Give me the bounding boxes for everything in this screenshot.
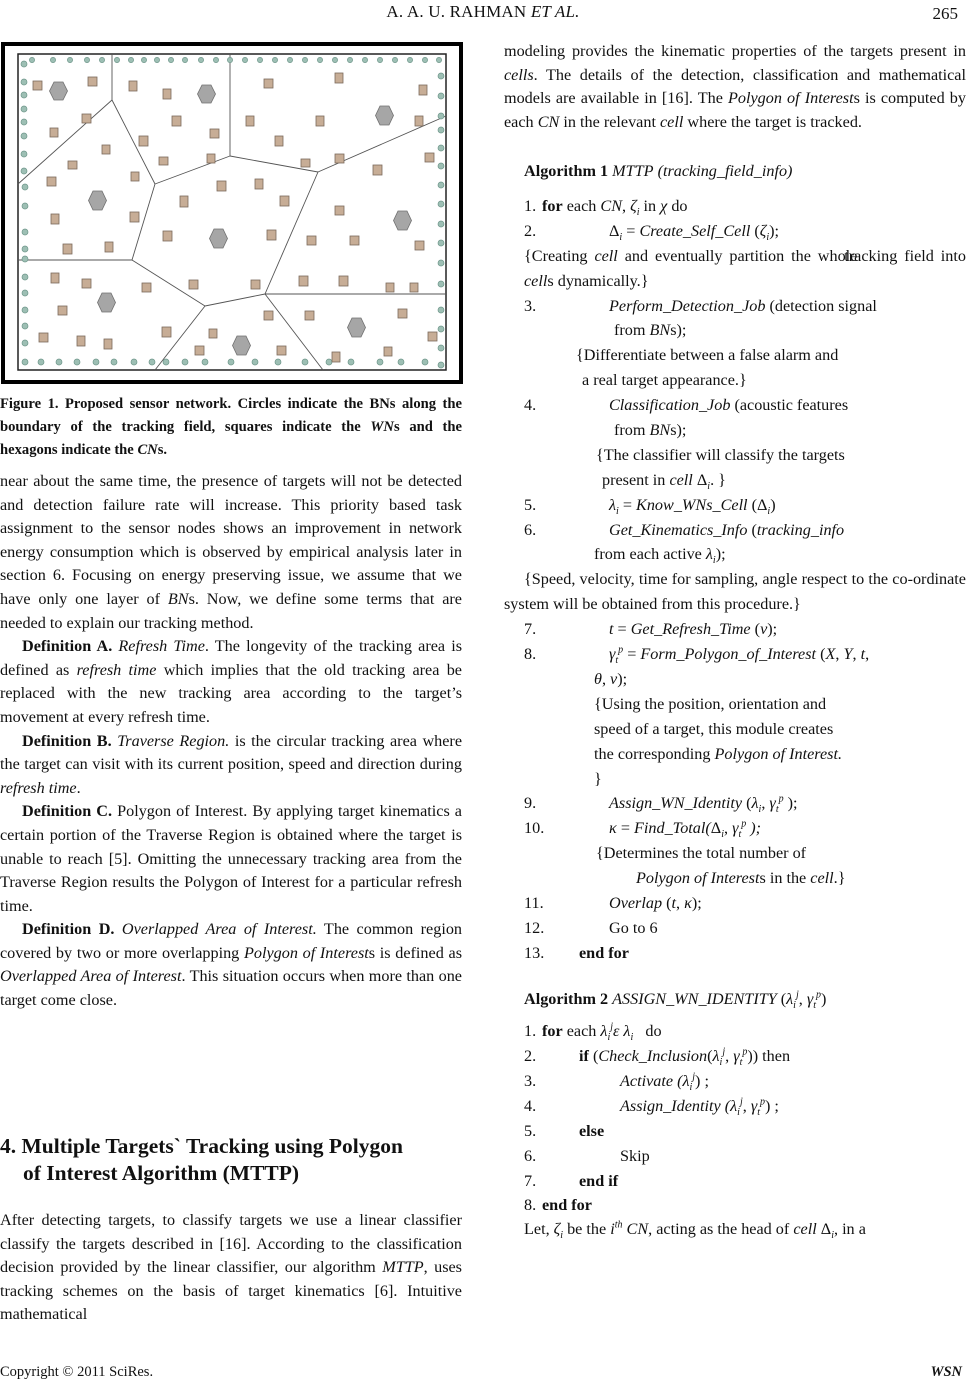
running-head-etal: ET AL. [530,2,580,21]
algorithm-2-line: 8. end for [524,1196,592,1215]
algorithm-1-comment: {Speed, velocity, time for sampling, angle respect to the co-ordinate system will be obtained from this procedure.} [504,570,966,614]
algorithm-1: Algorithm 1 MTTP (tracking_field_info) 1. for each CN, $\zeta_i$ in χ do 2. $\Delta_i$ = Create_Self_Cell $(\zeta_i)$; {Creating cell and eventually partition the whole tracking field into cells dynamically.} 3. Perform_Detection_Job (detection signal from BNs); {Differentiate between a false alarm and a real target appearance.} 4. Classification_Job (acoustic features from BNs); {The classifier will classify the targets present in cell $\Delta_i$. } 5. $\lambda_i$ = Know_WNs_Cell $(\Delta_i)$ 6. Get_Kinematics_Info (tracking_info from each active $\lambda_i$); {Speed, velocity, time for sampling, angle respect to the co-ordinate system will be obtained from this procedure.} 7. t = Get_Refresh_Time (v); 8. $\gamma_t^p$ = Form_Polygon_of_Interest (X, Y, t, θ, v); {Using the position, orientation and speed of a target, this module creates the corresponding Polygon of Interest. } 9. Assign_WN_Identity ($\lambda_i$, $\gamma_t^p$ ); 10. $\kappa = Find\_Total(\Delta_i$, $\gamma_t^p$ ); {Determines the total number of Polygon of Interests in the cell.} 11. Overlap (t, κ); 12. Go to 6 13. end for [504,160,966,965]
paragraph-let-zeta: Let, $\zeta_i$ be the $i^{th}$ CN, acting as the head of cell $\Delta_i$, in a [524,1219,866,1242]
algorithm-1-line: 12. Go to 6 [524,918,658,937]
definition-d: Definition D. Overlapped Area of Interest. The common region covered by two or more overlapping Polygon of Interests is defined as Overlapped Area of Interest. This situation occurs when more than one target come close. [0,920,463,1010]
algorithm-1-line: 11. Overlap (t, κ); [524,893,702,912]
algorithm-2-line: 6. Skip [524,1146,650,1165]
algorithm-2-line: 1. for each $\lambda_i^j\varepsilon$ $\lambda_i$ do [524,1021,662,1044]
algorithm-2-line: 7. end if [524,1171,619,1190]
page-header [0,0,966,30]
algorithm-1-line: 8. $\gamma_t^p$ = Form_Polygon_of_Interest (X, Y, t, [524,644,870,667]
copyright: Copyright © 2011 SciRes. [0,1364,154,1380]
algorithm-1-comment: {Determines the total number of [596,844,807,863]
algorithm-2-title: Algorithm 2 ASSIGN_WN_IDENTITY ($\lambda_i^j$, $\gamma_t^p$) [524,989,827,1011]
figure-1-sensor-network [1,42,463,384]
running-head-authors: A. A. U. RAHMAN [386,2,527,21]
algorithm-1-comment: {Creating cell and eventually partition the whole tracking field into cells dynamically.} [524,246,966,290]
algorithm-1-line: 9. Assign_WN_Identity ($\lambda_i$, $\gamma_t^p$ ); [524,794,798,816]
algorithm-1-line: 4. Classification_Job (acoustic features [524,396,849,415]
algorithm-1-line: 3. Perform_Detection_Job (detection signal [524,296,877,315]
algorithm-2-line: 4. Assign_Identity ($\lambda_i^j$, $\gamma_t^p$) ; [524,1096,779,1119]
algorithm-1-comment: {Differentiate between a false alarm and [576,346,839,365]
algorithm-1-comment: {Using the position, orientation and [594,694,827,713]
algorithm-1-line: 2. $\Delta_i$ = Create_Self_Cell $(\zeta_i)$; [524,221,780,244]
paragraph-energy: near about the same time, the presence of targets will not be detected and detection failure rate will increase. This priority based task assignment to the sensor nodes shows an improvement in network energy consumption which is observed by empirical analysis later in section 6. Focusing on energy preserving issue, we assume that we have only one layer of BNs. Now, we define some terms that are needed to explain our tracking method. [0,472,462,632]
algorithm-1-line: 5. $\lambda_i$ = Know_WNs_Cell $(\Delta_i)$ [524,495,776,517]
algorithm-2 [504,988,966,1219]
algorithm-2-line: 3. Activate $(\lambda_i^j)$ ; [524,1071,709,1094]
figure-caption: Figure 1. Proposed sensor network. Circles indicate the BNs along the boundary of the tracking field, squares indicate the WNs and the hexagons indicate the CNs. [0,396,462,458]
algorithm-2-line: 5. else [524,1121,605,1140]
page-number: 265 [932,4,958,23]
algorithm-1-line: 7. t = Get_Refresh_Time (v); [524,620,778,639]
paragraph-modeling: modeling provides the kinematic properties of the targets present in cells. The details of the detection, classification and mathematical models are available in [16]. The Polygon of Interests is computed by each CN in the relevant cell where the target is tracked. [504,42,966,131]
paragraph-classifier: After detecting targets, to classify targets we use a linear classifier classify the targets described in [16]. According to the classification decision provided by the linear classifier, our algorithm MTTP, uses tracking schemes on the basis of target kinematics [6]. Intuitive mathematical [0,1211,462,1324]
section-4-heading: 4. Multiple Targets` Tracking using Polygon of Interest Algorithm (MTTP) [0,1134,403,1185]
algorithm-1-comment: {The classifier will classify the targets [596,445,845,464]
definition-a: Definition A. Refresh Time. The longevity of the tracking area is defined as refresh time which implies that the old tracking area be replaced with the new tracking area according to the target’s movement at every refresh time. [0,637,463,726]
algorithm-1-line: 6. Get_Kinematics_Info (tracking_info [524,520,845,539]
running-head [0,2,966,22]
sensor-network-diagram [5,46,459,380]
algorithm-1-title: Algorithm 1 MTTP (tracking_field_info) [524,162,793,181]
algorithm-1-line: 1. for each CN, $\zeta_i$ in χ do [524,196,688,219]
right-column [504,40,966,1242]
algorithm-1-line: 13. end for [524,943,629,962]
algorithm-2-line: 2. if ($Check\_Inclusion(\lambda_i^j$, $\gamma_t^p$)) then [524,1046,791,1069]
definition-b: Definition B. Traverse Region. is the circular tracking area where the target can visit with its current position, speed and direction during refresh time. [0,731,463,797]
left-column [0,470,462,1013]
algorithm-1-line: 10. $\kappa = Find\_Total(\Delta_i$, $\gamma_t^p$ ); [524,818,762,841]
journal-name: WSN [930,1364,962,1380]
definition-c: Definition C. Polygon of Interest. By applying target kinematics a certain portion of the Traverse Region is obtained where the target is unable to reach [5]. Omitting the unnecessary tracking area from the Traverse Region results the Polygon of Interest for a particular refresh time. [0,802,462,915]
left-column-lower [0,1209,462,1327]
